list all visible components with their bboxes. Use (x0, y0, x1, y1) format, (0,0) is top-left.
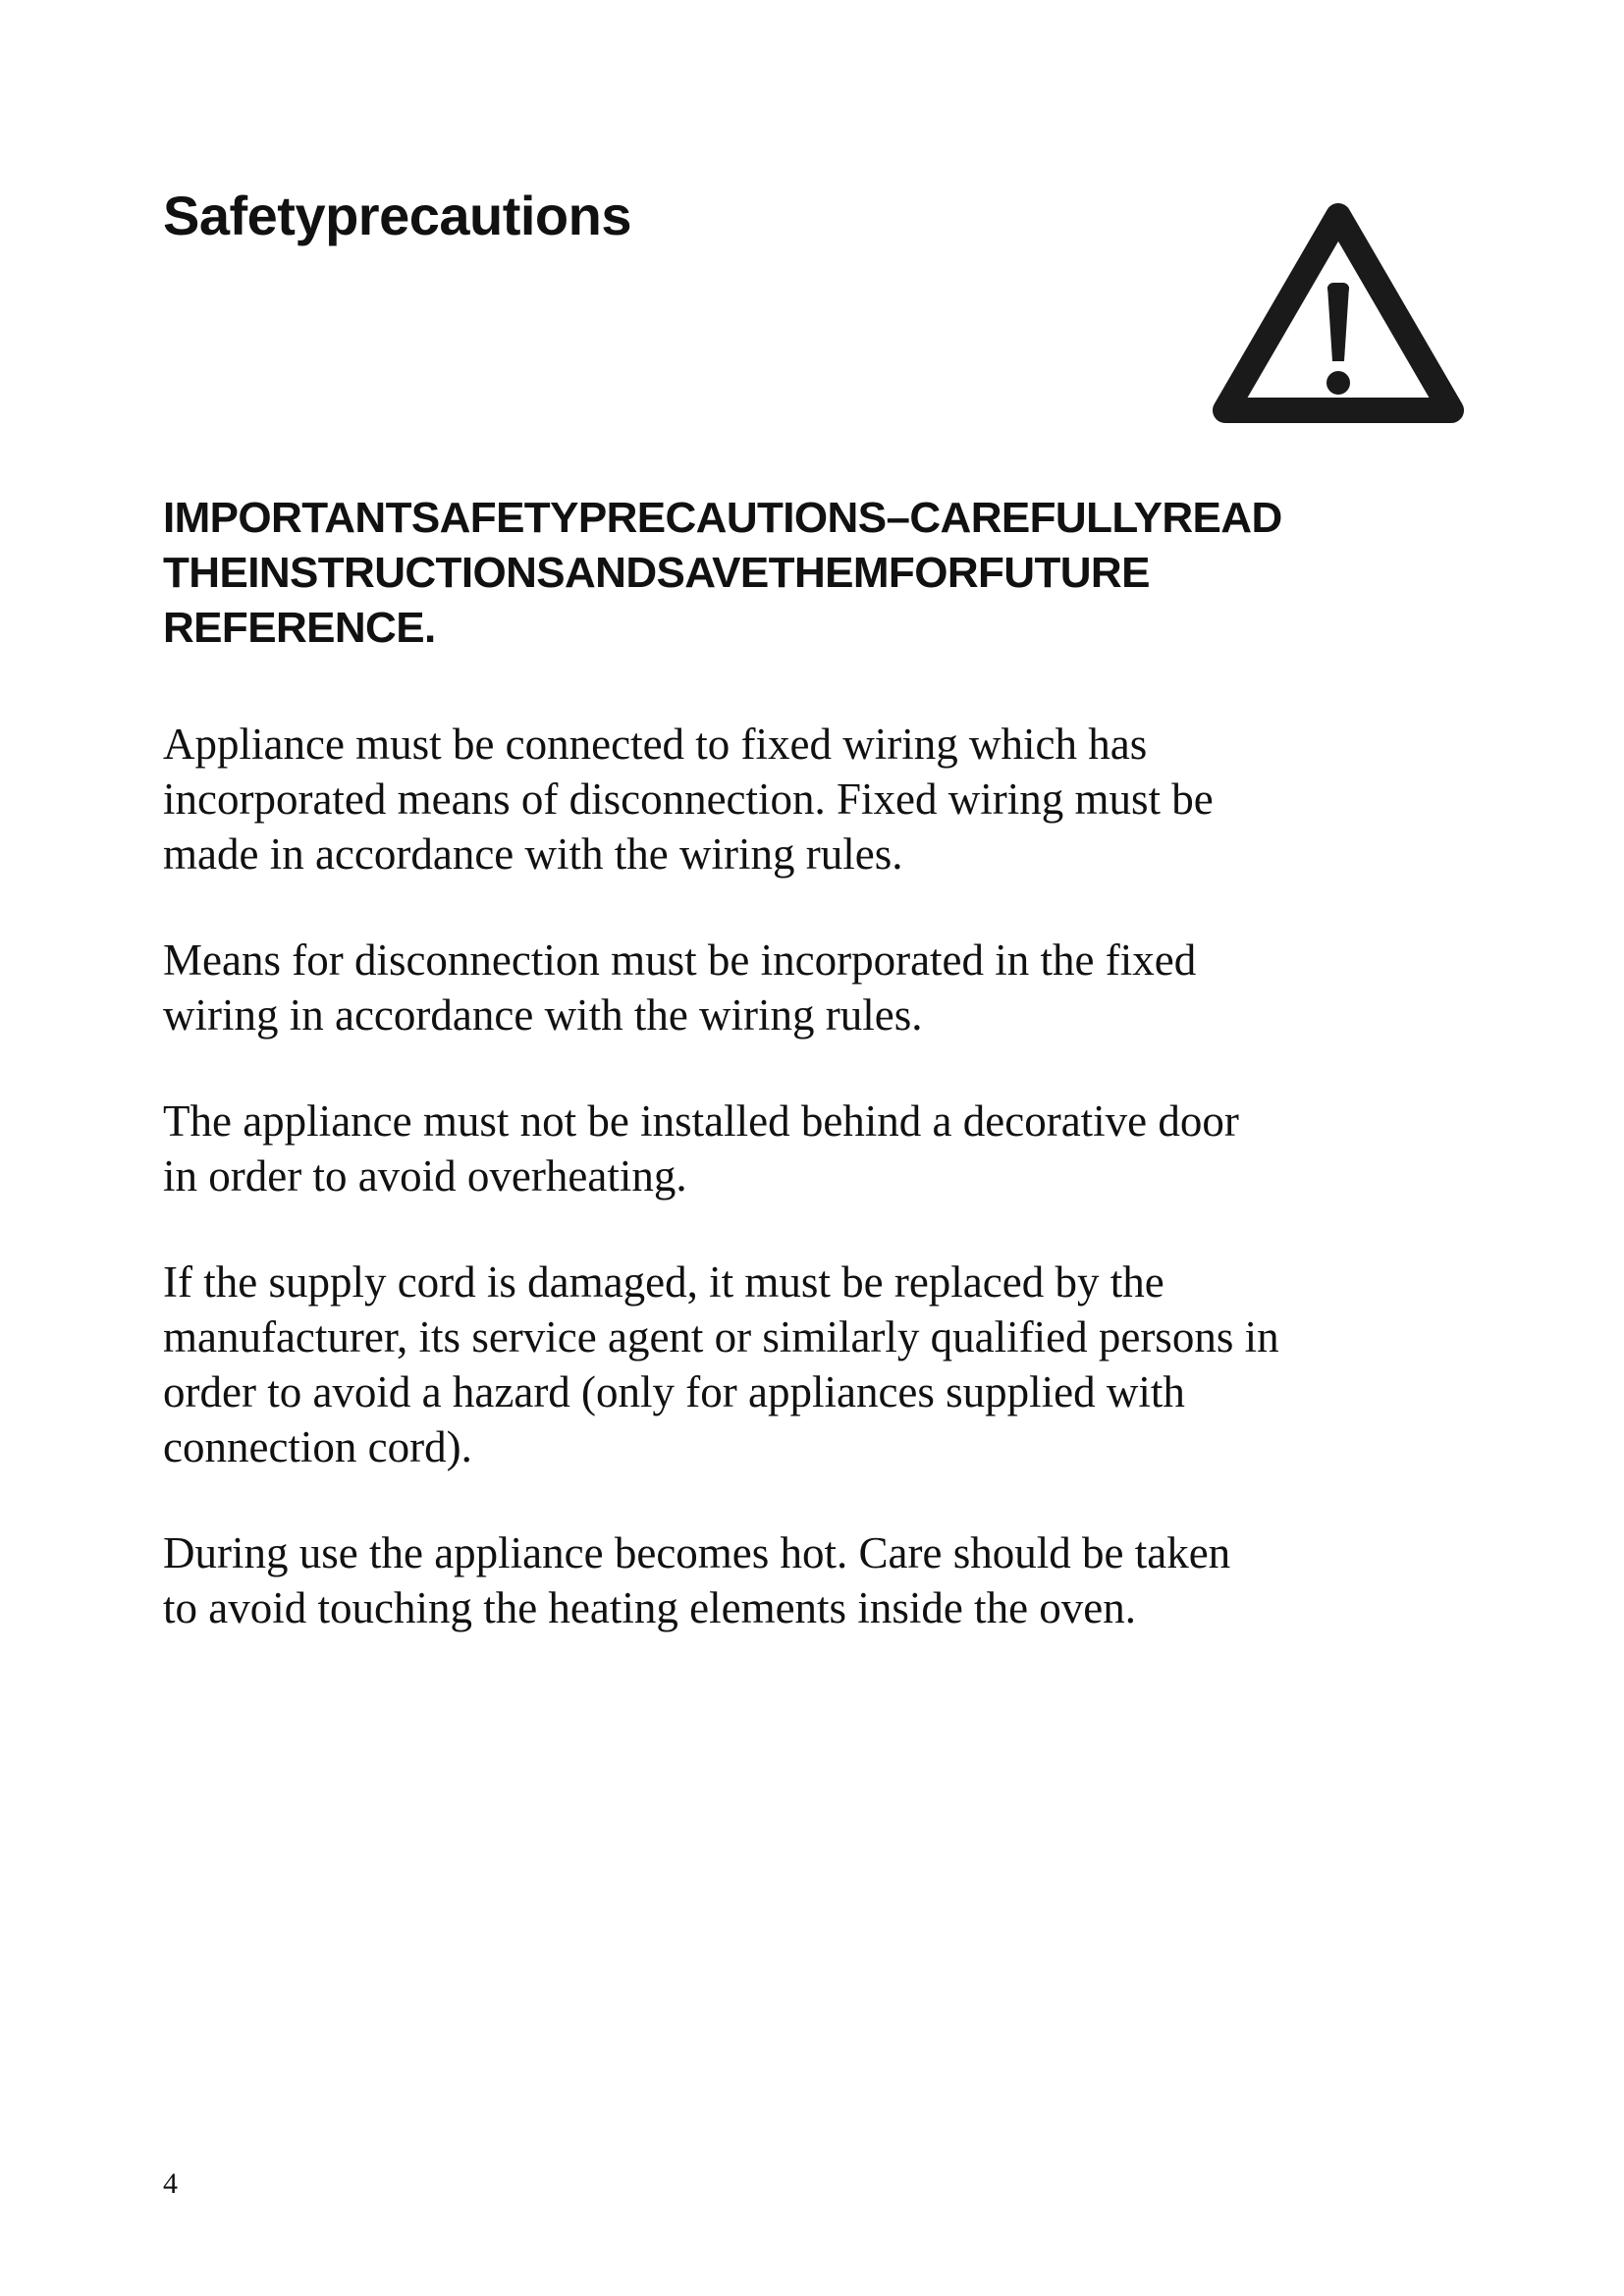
page-title: Safetyprecautions (163, 185, 631, 246)
text-line: The appliance must not be installed behind a decorative door (163, 1096, 1239, 1146)
important-safety-heading (163, 491, 1479, 656)
text-line: Appliance must be connected to fixed wiring which has (163, 720, 1148, 769)
heading-line: IMPORTANTSAFETYPRECAUTIONS–CAREFULLYREAD (163, 494, 1282, 542)
text-line: connection cord). (163, 1422, 472, 1471)
warning-triangle-icon (1206, 192, 1471, 432)
heading-line: THEINSTRUCTIONSANDSAVETHEMFORFUTURE (163, 549, 1150, 597)
heading-line: REFERENCE. (163, 604, 436, 652)
paragraph-decorative-door (163, 1094, 1439, 1203)
text-line: in order to avoid overheating. (163, 1151, 687, 1201)
paragraph-fixed-wiring (163, 717, 1439, 881)
text-line: During use the appliance becomes hot. Care should be taken (163, 1528, 1231, 1577)
paragraph-supply-cord (163, 1255, 1439, 1474)
text-line: If the supply cord is damaged, it must be replaced by the (163, 1257, 1164, 1307)
text-line: manufacturer, its service agent or similarly qualified persons in (163, 1312, 1279, 1362)
text-line: to avoid touching the heating elements inside the oven. (163, 1583, 1137, 1632)
text-line: order to avoid a hazard (only for appliances supplied with (163, 1367, 1185, 1416)
text-line: incorporated means of disconnection. Fixed wiring must be (163, 774, 1214, 824)
paragraph-disconnection (163, 933, 1439, 1042)
text-line: made in accordance with the wiring rules. (163, 829, 903, 879)
text-line: wiring in accordance with the wiring rules. (163, 990, 923, 1040)
paragraph-hot-appliance (163, 1525, 1439, 1635)
text-line: Means for disconnection must be incorporated in the fixed (163, 935, 1197, 985)
page-number: 4 (163, 2167, 178, 2200)
